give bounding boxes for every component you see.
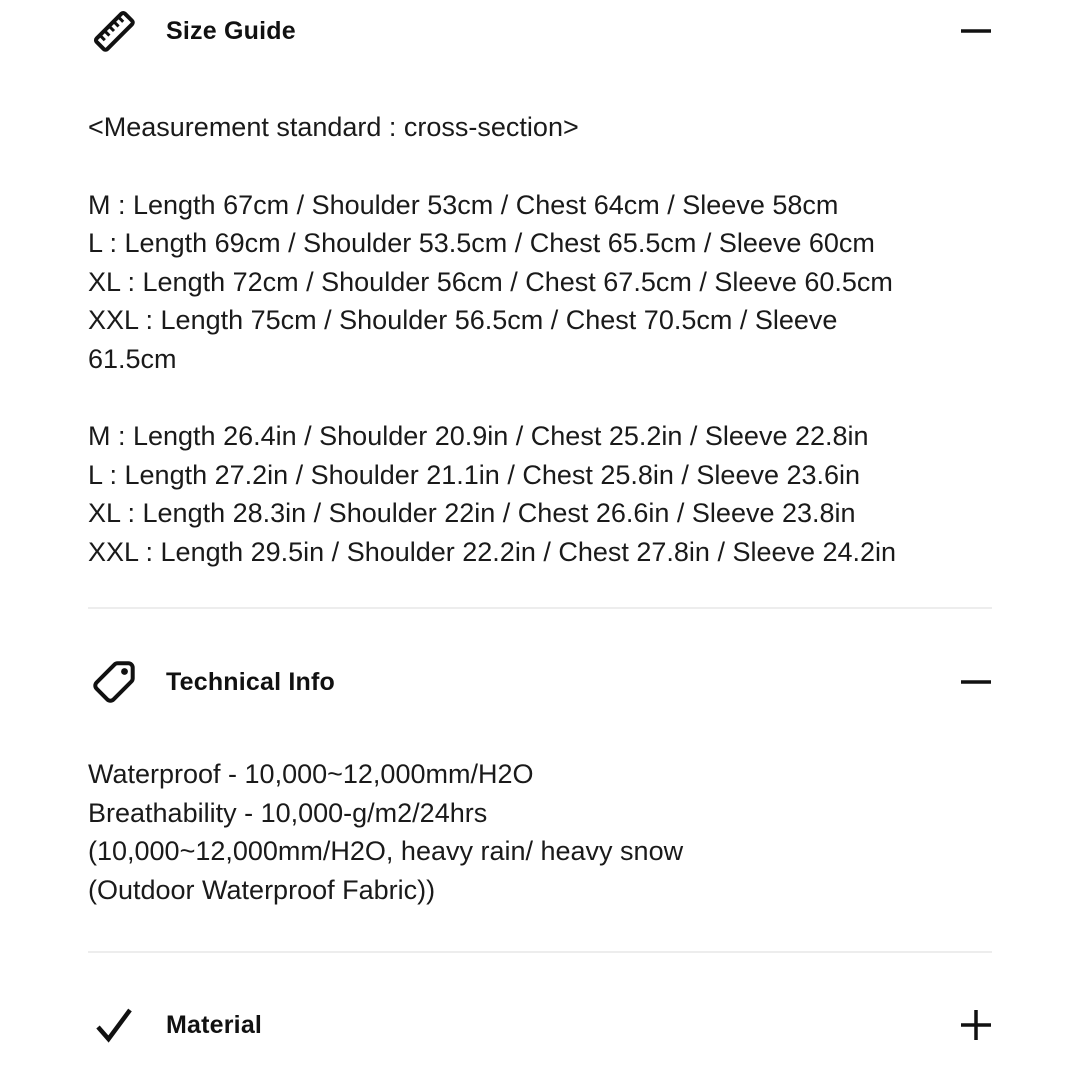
size-guide-header[interactable]: [88, 4, 992, 58]
tech-line-rating: (10,000~12,000mm/H2O, heavy rain/ heavy snow: [88, 836, 684, 866]
tech-line-fabric: (Outdoor Waterproof Fabric)): [88, 874, 436, 905]
size-row-xxl-in: XXL : Length 29.5in / Shoulder 22.2in / Chest 27.8in / Sleeve 24.2in: [88, 536, 897, 567]
check-icon: [88, 999, 140, 1051]
technical-info-list: [88, 755, 992, 909]
size-row-m-in: M : Length 26.4in / Shoulder 20.9in / Chest 25.2in / Sleeve 22.8in: [88, 421, 869, 451]
material-title: Material: [166, 1010, 263, 1039]
technical-info-header[interactable]: [88, 655, 992, 709]
material-header[interactable]: [88, 998, 992, 1052]
size-guide-cm-list: [88, 186, 908, 379]
section-divider: [88, 607, 992, 609]
size-guide-in-list: [88, 417, 992, 571]
plus-icon[interactable]: [960, 1009, 992, 1041]
technical-info-title: Technical Info: [166, 667, 336, 696]
size-row-xl-cm: XL : Length 72cm / Shoulder 56cm / Chest 67.5cm / Sleeve 60.5cm: [88, 266, 893, 297]
size-guide-title: Size Guide: [166, 16, 296, 45]
size-row-xxl-cm: XXL : Length 75cm / Shoulder 56.5cm / Chest 70.5cm / Sleeve 61.5cm: [88, 305, 838, 374]
tech-line-waterproof: Waterproof - 10,000~12,000mm/H2O: [88, 759, 534, 789]
size-row-l-in: L : Length 27.2in / Shoulder 21.1in / Chest 25.8in / Sleeve 23.6in: [88, 459, 861, 490]
tech-line-breathability: Breathability - 10,000-g/m2/24hrs: [88, 797, 488, 828]
tag-icon: [88, 656, 140, 708]
ruler-icon: [88, 5, 140, 57]
size-row-m-cm: M : Length 67cm / Shoulder 53cm / Chest 64cm / Sleeve 58cm: [88, 189, 839, 220]
measurement-standard-note: <Measurement standard : cross-section>: [88, 112, 579, 142]
size-row-xl-in: XL : Length 28.3in / Shoulder 22in / Chest 26.6in / Sleeve 23.8in: [88, 498, 856, 528]
section-divider: [88, 951, 992, 953]
minus-icon[interactable]: [960, 15, 992, 47]
minus-icon[interactable]: [960, 666, 992, 698]
size-row-l-cm: L : Length 69cm / Shoulder 53.5cm / Chest 65.5cm / Sleeve 60cm: [88, 228, 875, 258]
